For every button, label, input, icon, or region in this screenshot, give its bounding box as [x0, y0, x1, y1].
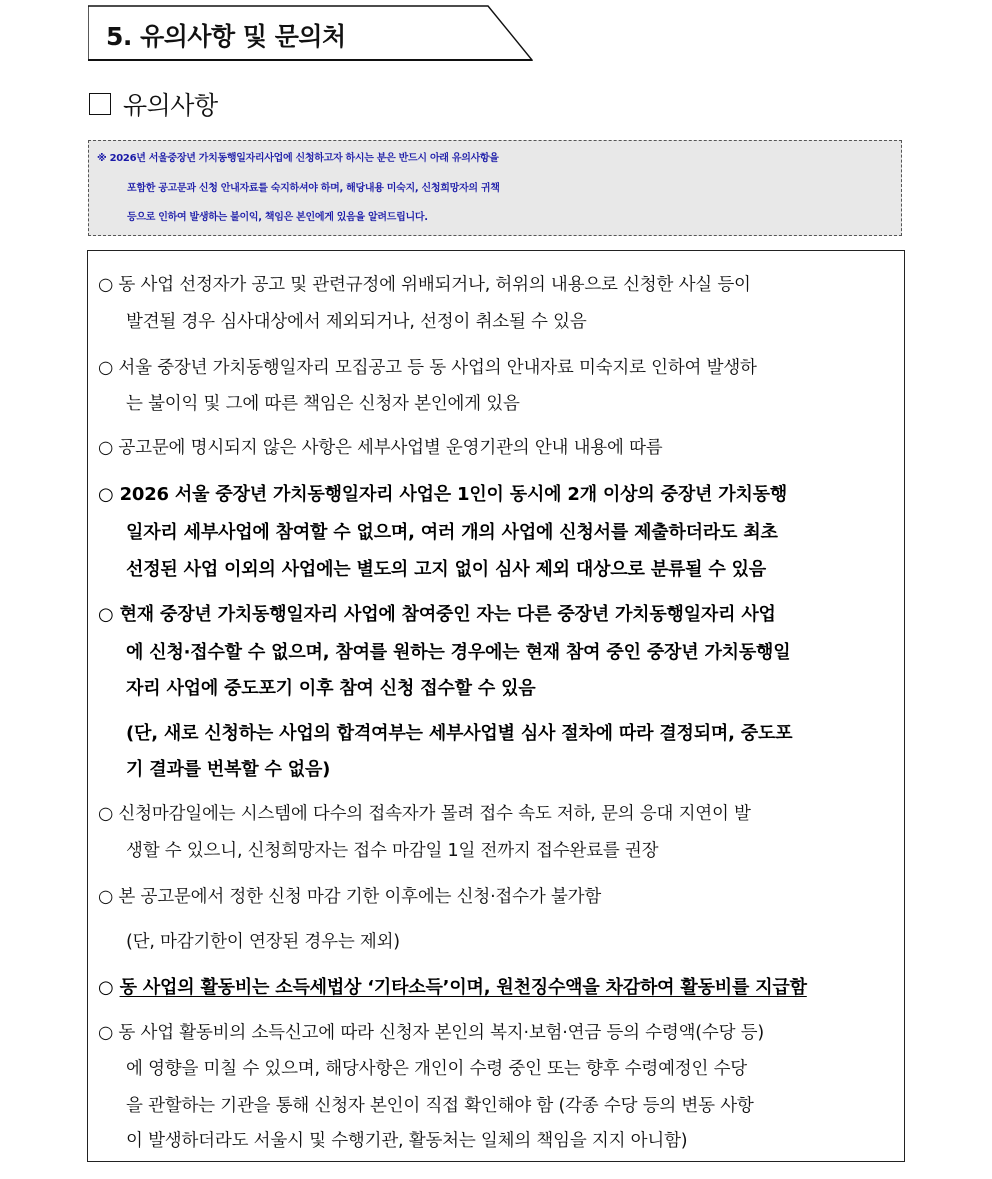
section-title: 5. 유의사항 및 문의처	[106, 22, 346, 51]
notice-line: ※ 2026년 서울중장년 가치동행일자리사업에 신청하고자 하시는 분은 반드시 아래 유의사항을	[97, 153, 499, 164]
list-item-continuation: 에 영향을 미칠 수 있으며, 해당사항은 개인이 수령 중인 또는 향후 수령예정인 수당	[126, 1059, 747, 1079]
list-item-continuation: 는 불이익 및 그에 따른 책임은 신청자 본인에게 있음	[126, 394, 520, 414]
caution-list-box	[87, 250, 905, 1162]
list-item-continuation: 이 발생하더라도 서울시 및 수행기관, 활동처는 일체의 책임을 지지 아니함)	[126, 1131, 688, 1151]
subheading	[89, 87, 218, 121]
list-item: ○ 동 사업 선정자가 공고 및 관련규정에 위배되거나, 허위의 내용으로 신청한 사실 등이	[98, 275, 751, 295]
list-item-continuation: 발견될 경우 심사대상에서 제외되거나, 선정이 취소될 수 있음	[126, 312, 587, 332]
list-item-continuation: 을 관할하는 기관을 통해 신청자 본인이 직접 확인해야 함 (각종 수당 등의 변동 사항	[126, 1096, 754, 1116]
list-item-bold: ○ 현재 중장년 가치동행일자리 사업에 참여중인 자는 다른 중장년 가치동행일자리 사업	[98, 604, 776, 625]
list-item-note: (단, 새로 신청하는 사업의 합격여부는 세부사업별 심사 절차에 따라 결정되며, 중도포	[126, 723, 793, 744]
list-item: ○ 신청마감일에는 시스템에 다수의 접속자가 몰려 접수 속도 저하, 문의 응대 지연이 발	[98, 804, 751, 824]
list-item-bold-underlined	[98, 973, 894, 999]
list-item-continuation: 에 신청·접수할 수 없으며, 참여를 원하는 경우에는 현재 참여 중인 중장년 가치동행일	[126, 642, 791, 663]
list-item: ○ 동 사업 활동비의 소득신고에 따라 신청자 본인의 복지·보험·연금 등의 수령액(수당 등)	[98, 1023, 765, 1043]
list-item-continuation: 일자리 세부사업에 참여할 수 없으며, 여러 개의 사업에 신청서를 제출하더라도 최초	[126, 522, 778, 543]
notice-box	[88, 140, 902, 236]
list-item: ○ 서울 중장년 가치동행일자리 모집공고 등 동 사업의 안내자료 미숙지로 인하여 발생하	[98, 358, 757, 378]
list-item-bold: ○ 2026 서울 중장년 가치동행일자리 사업은 1인이 동시에 2개 이상의 중장년 가치동행	[98, 484, 788, 505]
list-bullet: ○	[98, 977, 120, 998]
list-item: ○ 본 공고문에서 정한 신청 마감 기한 이후에는 신청·접수가 불가함	[98, 887, 602, 907]
list-item-continuation: 기 결과를 번복할 수 없음)	[126, 759, 331, 780]
section-header	[88, 5, 533, 61]
notice-line: 포함한 공고문과 신청 안내자료를 숙지하셔야 하며, 해당내용 미숙지, 신청희망자의 귀책	[127, 183, 500, 194]
list-item-continuation: 자리 사업에 중도포기 이후 참여 신청 접수할 수 있음	[126, 678, 536, 699]
list-item-continuation: 선정된 사업 이외의 사업에는 별도의 고지 없이 심사 제외 대상으로 분류될 수 있음	[126, 559, 766, 580]
list-item: ○ 공고문에 명시되지 않은 사항은 세부사업별 운영기관의 안내 내용에 따름	[98, 438, 663, 458]
list-item-continuation: 생할 수 있으니, 신청희망자는 접수 마감일 1일 전까지 접수완료를 권장	[126, 841, 659, 861]
square-bullet-icon	[89, 93, 111, 115]
underlined-text: 동 사업의 활동비는 소득세법상 ‘기타소득’이며, 원천징수액을 차감하여 활동비를 지급함	[119, 977, 807, 998]
notice-line: 등으로 인하여 발생하는 불이익, 책임은 본인에게 있음을 알려드립니다.	[127, 212, 428, 223]
list-item-note: (단, 마감기한이 연장된 경우는 제외)	[126, 932, 400, 952]
subheading-text: 유의사항	[123, 91, 218, 120]
